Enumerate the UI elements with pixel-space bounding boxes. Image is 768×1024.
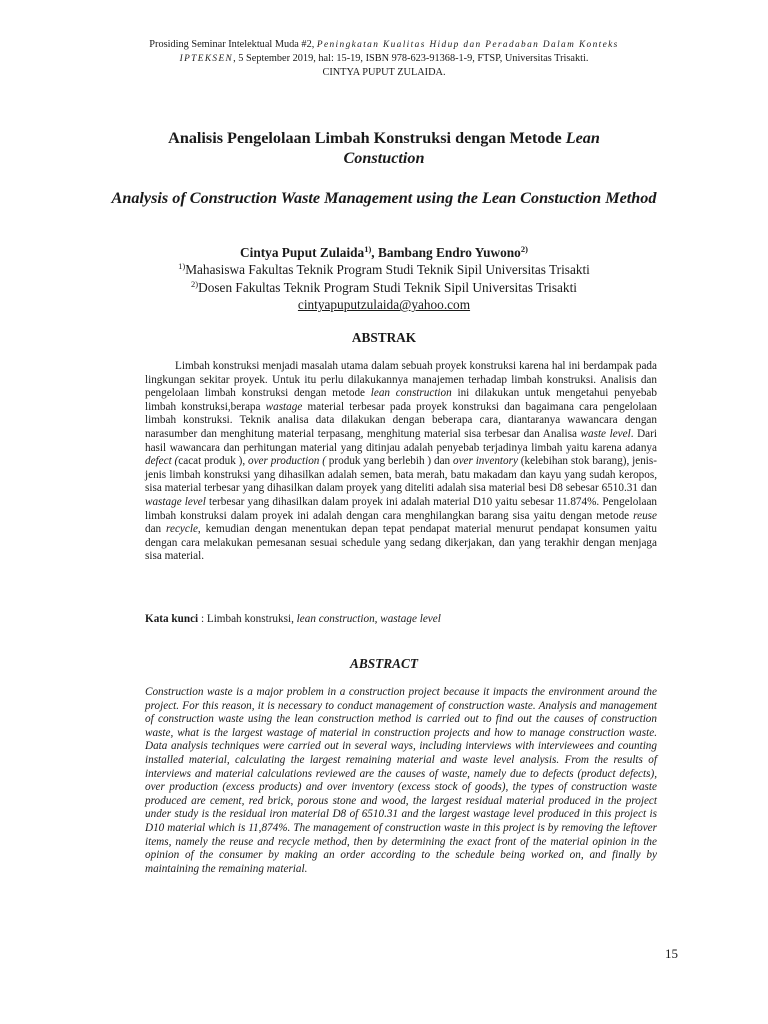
header-theme-end: IPTEKSEN: [179, 54, 234, 64]
author-2: Bambang Endro Yuwono: [377, 245, 521, 260]
header-proceedings-name: Prosiding Seminar Intelektual Muda #2,: [149, 39, 315, 50]
header-theme: Peningkatan Kualitas Hidup dan Peradaban Dalam Konteks: [316, 40, 619, 50]
author-separator: ,: [371, 245, 378, 260]
author-1-sup: 1): [364, 244, 372, 254]
keywords: [145, 613, 657, 627]
title-italic: Lean Constuction: [343, 129, 600, 167]
author-1: Cintya Puput Zulaida: [240, 245, 365, 260]
affiliation-1-sup: 1): [178, 261, 186, 272]
header-publication-info: , 5 September 2019, hal: 15-19, ISBN 978-623-91368-1-9, FTSP, Universitas Trisakti.: [233, 53, 589, 64]
author-email[interactable]: [120, 296, 648, 313]
affiliation-2-sup: 2): [191, 278, 199, 289]
affiliation-1-text: Mahasiswa Fakultas Teknik Program Studi Teknik Sipil Universitas Trisakti: [185, 262, 590, 278]
author-block: [120, 244, 648, 314]
abstract-heading: ABSTRACT: [350, 656, 418, 671]
keywords-text: : Limbah konstruksi,: [198, 613, 297, 625]
header-author: CINTYA PUPUT ZULAIDA.: [322, 67, 446, 78]
header-line-1: [120, 38, 648, 52]
keywords-label: Kata kunci: [145, 613, 199, 625]
abstrak-body: Limbah konstruksi menjadi masalah utama dalam sebuah proyek konstruksi karena hal ini berdampak pada lingkungan sekitar proyek. Untuk itu perlu dilakukannya manajemen terhadap limbah konstruksi. Analisis dan pengelolaan limbah konstruksi dengan metode lean construction ini dilakukan untuk mengetahui penyebab limbah konstruksi,berapa wastage material terbesar pada proyek konstruksi dan bagaimana cara pengelolaan limbah konstruksi. Teknik analisa data dilakukan dengan beberapa cara, diantaranya wawancara dengan narasumber dan menghitung material terpasang, menghitung material sisa terbesar dan Analisa waste level. Dari hasil wawancara dan perhitungan material yang ditinjau adalah penyebab terjadinya limbah yaitu karena adanya defect (cacat produk ), over production ( produk yang berlebih ) dan over inventory (kelebihan stok barang), jenis-jenis limbah konstruksi yang dihasilkan adalah semen, bata merah, batu makadam dan kayu yang sudah keropos, sisa material terbesar yang dihasilkan dalam proyek yang diteliti adalah sisa material besi D8 sebesar 6510.31 dan wastage level terbesar yang dihasilkan dalam proyek ini adalah material D10 yaitu sebesar 11.874%. Pengelolaan limbah konstruksi dalam proyek ini adalah dengan cara menghilangkan barang sisa yaitu dengan metode reuse dan recycle, kemudian dengan menentukan depan tepat pendapat material menurut pendapat konsumen yaitu dengan cara melakukan pemesanan sesuai schedule yang sedang dikerjakan, dan yang terakhir dengan menjaga sisa material.: [145, 360, 658, 563]
paper-title: [130, 128, 638, 168]
affiliation-2: [120, 279, 648, 296]
abstract-body: Construction waste is a major problem in a construction project because it impacts the environment around the project. For this reason, it is necessary to conduct management of construction waste. Analysis and management of construction waste using the lean construction method is carried out to find out the causes of construction waste, what is the largest wastage of material in construction projects and how to manage construction waste. Data analysis techniques were carried out in several ways, including interviews with interviewees and counting installed material, calculating the largest remaining material and waste level analysis. From the results of interviews and material calculations reviewed are the causes of waste, namely due to defects (product defects), over production (excess products) and over inventory (excess stock of goods), the types of construction waste produced are cement, red brick, porous stone and wood, the largest residual material produced in the project under study is the residual iron material D8 of 6510.31 and the largest wastage level produced in this project is D10 material which is 11,874%. The management of construction waste in this project is by removing the leftover items, namely the reuse and recycle method, then by determining the exact front of the material opinion in the opinion of the consumer by making an order according to the schedule being worked on, and finally by maintaining the remaining material.: [145, 686, 657, 875]
header-line-2: [120, 52, 648, 66]
affiliation-1: [120, 261, 648, 278]
email-link[interactable]: cintyapuputzulaida@yahoo.com: [297, 297, 471, 313]
author-names: [120, 244, 648, 261]
abstrak-heading: ABSTRAK: [351, 330, 417, 345]
running-header: [120, 38, 648, 79]
affiliation-2-text: Dosen Fakultas Teknik Program Studi Teknik Sipil Universitas Trisakti: [198, 279, 577, 295]
page-number: 15: [665, 946, 678, 961]
keywords-italic: lean construction, wastage level: [296, 613, 441, 625]
paper-title-english: Analysis of Construction Waste Management using the Lean Constuction Method: [111, 189, 657, 207]
author-2-sup: 2): [520, 244, 528, 254]
title-main: Analisis Pengelolaan Limbah Konstruksi dengan Metode: [168, 129, 562, 147]
